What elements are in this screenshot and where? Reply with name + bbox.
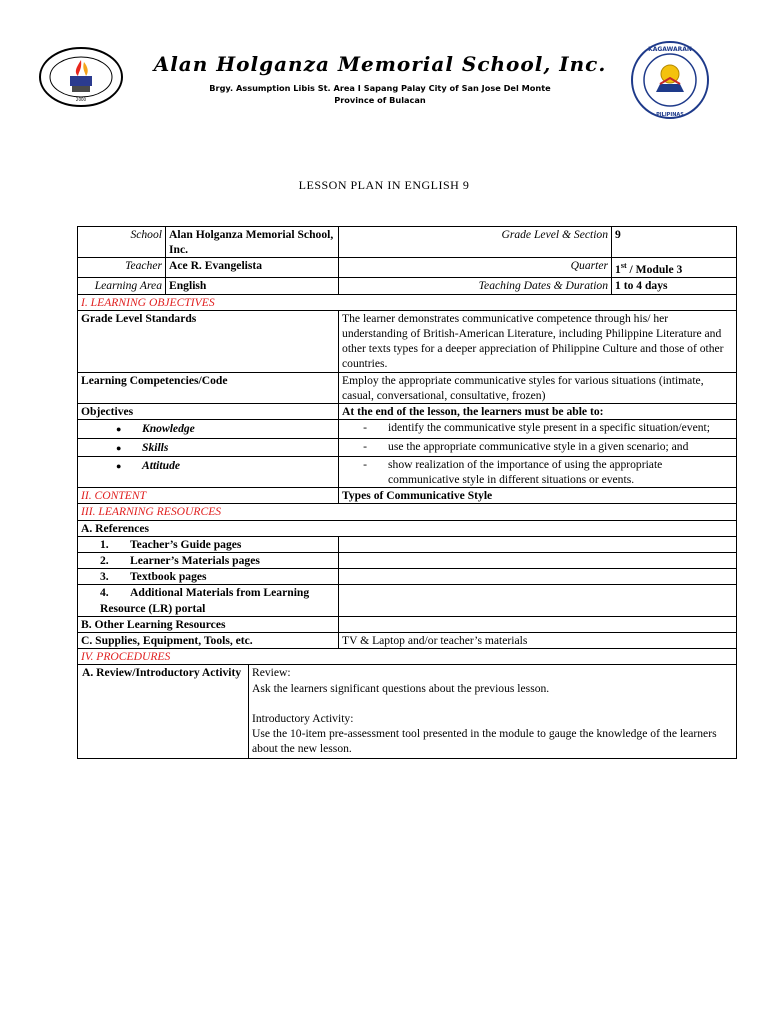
section-heading-resources: III. LEARNING RESOURCES (78, 504, 737, 520)
supplies-value: TV & Laptop and/or teacher’s materials (339, 632, 737, 648)
resource-label: Learner’s Materials pages (130, 553, 260, 567)
svg-text:2000: 2000 (75, 97, 87, 102)
school-label: School (78, 227, 166, 258)
section-heading-procedures: IV. PROCEDURES (78, 649, 737, 665)
objective-text: identify the communicative style present in a specific situation/event; (388, 421, 710, 435)
gls-label: Grade Level Standards (78, 310, 339, 372)
resource-row: 4. Additional Materials from Learning Resource (LR) portal (78, 585, 737, 616)
teacher-value: Ace R. Evangelista (166, 258, 339, 278)
deped-seal-logo (630, 40, 710, 120)
review-label: A. Review/Introductory Activity (78, 665, 249, 759)
objective-item: ● Skills - use the appropriate communicative style in a given scenario; and (78, 438, 737, 456)
dates-value: 1 to 4 days (612, 278, 737, 294)
school-seal-logo (38, 46, 124, 108)
school-address: Brgy. Assumption Libis St. Area I Sapang Palay City of San Jose Del Monte Province of Bulacan (209, 83, 551, 105)
objectives-label: Objectives (78, 404, 339, 420)
svg-text:KAGAWARAN: KAGAWARAN (648, 46, 692, 53)
section-heading-content: II. CONTENT (78, 488, 339, 504)
section-heading-objectives: I. LEARNING OBJECTIVES (78, 294, 737, 310)
grade-value: 9 (612, 227, 737, 258)
objective-text: use the appropriate communicative style in a given scenario; and (388, 439, 689, 453)
info-row-area (78, 278, 737, 294)
objective-domain: Knowledge (142, 422, 195, 436)
document-title: LESSON PLAN IN ENGLISH 9 (298, 178, 470, 192)
dates-label: Teaching Dates & Duration (339, 278, 612, 294)
resource-label: Textbook pages (130, 570, 207, 584)
lc-value: Employ the appropriate communicative styles for various situations (intimate, casual, conversational, consultative, frozen) (339, 372, 737, 403)
info-row-teacher (78, 258, 737, 278)
resource-label: Additional Materials from Learning Resource (LR) portal (100, 586, 310, 615)
objectives-value: At the end of the lesson, the learners must be able to: (339, 404, 737, 420)
resource-label: Teacher’s Guide pages (130, 537, 242, 551)
bullet-icon: ● (116, 442, 122, 453)
gls-value: The learner demonstrates communicative competence through his/ her understanding of British-American Literature, including Philippine Literature and other texts types for a deeper appreciation of Philippine Culture and those of other countries. (339, 310, 737, 372)
content-value: Types of Communicative Style (339, 488, 737, 504)
objective-item: ● Attitude - show realization of the importance of using the appropriate communicative style in different situations or events. (78, 456, 737, 487)
letterhead (0, 40, 768, 120)
svg-text:PILIPINAS: PILIPINAS (656, 112, 684, 118)
resource-row: 2. Learner’s Materials pages (78, 552, 737, 568)
bullet-icon: ● (116, 424, 122, 435)
school-name: Alan Holganza Memorial School, Inc. (153, 52, 607, 76)
resource-row: 3. Textbook pages (78, 569, 737, 585)
supplies-label: C. Supplies, Equipment, Tools, etc. (78, 632, 339, 648)
lesson-plan-table (77, 226, 737, 759)
info-row-school (78, 227, 737, 258)
school-value: Alan Holganza Memorial School, Inc. (166, 227, 339, 258)
objective-domain: Attitude (142, 458, 181, 472)
lc-label: Learning Competencies/Code (78, 372, 339, 403)
resource-row: 1. Teacher’s Guide pages (78, 536, 737, 552)
grade-label: Grade Level & Section (339, 227, 612, 258)
other-resources-label: B. Other Learning Resources (78, 616, 339, 632)
references-label: A. References (78, 520, 737, 536)
area-label: Learning Area (78, 278, 166, 294)
objective-domain: Skills (142, 440, 169, 454)
objective-item: ● Knowledge - identify the communicative style present in a specific situation/event; (78, 420, 737, 438)
objective-text: show realization of the importance of using the appropriate communicative style in different situations or events. (388, 457, 663, 486)
area-value: English (166, 278, 339, 294)
review-content: Review: Ask the learners significant questions about the previous lesson. Introductory Activity: Use the 10-item pre-assessment tool presented in the module to gauge the knowledge of the learners about the new lesson. (249, 665, 737, 759)
quarter-label: Quarter (339, 258, 612, 278)
teacher-label: Teacher (78, 258, 166, 278)
quarter-value: 1st / Module 3 (612, 258, 737, 278)
bullet-icon: ● (116, 460, 122, 471)
